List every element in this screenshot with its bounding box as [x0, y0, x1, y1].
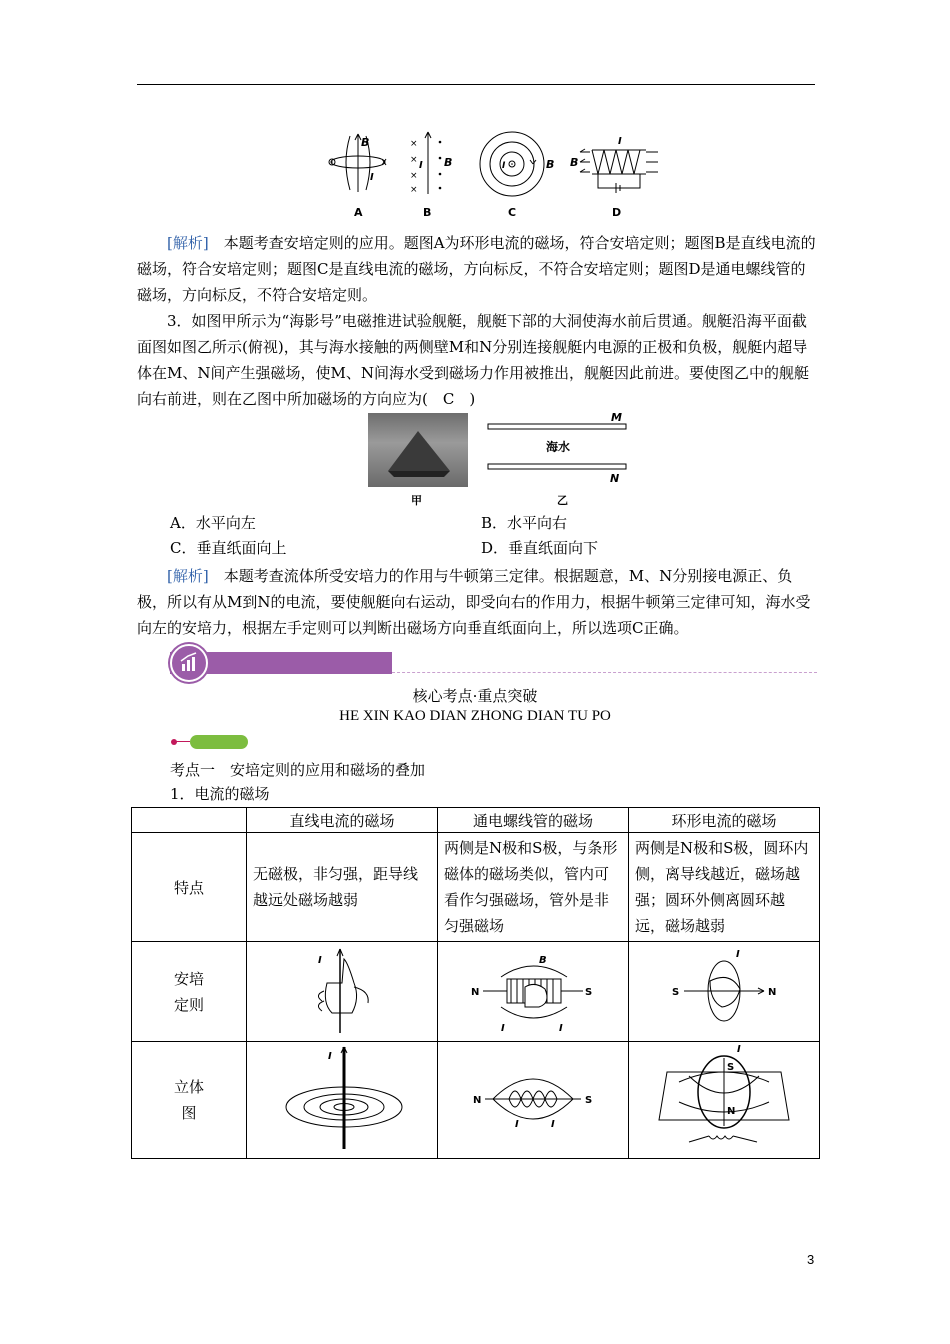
fig-yi-label: 乙: [557, 494, 568, 507]
row-label: 安培 定则: [132, 942, 247, 1042]
analysis-text: 本题考查流体所受安培力的作用与牛顿第三定律。根据题意，M、N分别接电源正、负极，所以有从M到N的电流，要使舰艇向右运动，即受向右的作用力，根据牛顿第三定律可知，海水受向左的安培力，根据左手定则可以判断出磁场方向垂直纸面向上，所以选项C正确。: [137, 567, 811, 637]
option-a: A．水平向左: [170, 514, 256, 532]
row-label: 特点: [132, 833, 247, 942]
fig-jia-label: 甲: [411, 494, 422, 507]
svg-text:S: S: [672, 986, 680, 998]
ship-photo: [368, 413, 468, 487]
svg-text:I: I: [328, 1051, 332, 1062]
q3-stem: 3．如图甲所示为“海影号”电磁推进试验舰艇，舰艇下部的大洞使海水前后贯通。舰艇沿海平面截面图如图乙所示(俯视)，其与海水接触的两侧壁M和N分别连接舰艇内电源的正极和负极，舰艇内超导体在M、N间产生强磁场，使M、N间海水受到磁场力作用被推出，舰艇因此前进。要使图乙中的舰艇向右前进，则在乙图中所加磁场的方向应为( C ): [137, 312, 809, 408]
header-straight: 直线电流的磁场: [247, 808, 438, 833]
analysis-tag: [解析]: [167, 234, 209, 252]
svg-text:N: N: [610, 472, 620, 485]
diagram-b: [410, 132, 452, 195]
section-title: 核心考点·重点突破: [412, 687, 538, 705]
field-diagrams-figure: [320, 128, 670, 224]
diagram-d: [570, 136, 658, 193]
solenoid-3d-icon: [463, 1043, 603, 1153]
right-hand-straight-icon: [282, 943, 402, 1037]
svg-text:N: N: [768, 986, 777, 998]
ring-current-3d-icon: [649, 1042, 799, 1154]
table-row: [132, 942, 820, 1042]
svg-text:I: I: [737, 1044, 741, 1055]
svg-text:I: I: [559, 1022, 563, 1034]
q3-analysis: [137, 563, 817, 641]
bullet-dot: [171, 739, 177, 745]
bullet-line: [176, 741, 190, 742]
diagram-c: [480, 132, 554, 196]
svg-text:B: B: [444, 156, 453, 169]
option-d: D．垂直纸面向下: [481, 539, 599, 557]
analysis-tag: [解析]: [167, 567, 209, 585]
svg-text:B: B: [546, 158, 555, 171]
point-heading: 考点一 安培定则的应用和磁场的叠加: [170, 761, 426, 779]
svg-text:I: I: [370, 172, 374, 183]
svg-text:S: S: [585, 986, 593, 998]
right-hand-solenoid-icon: [463, 943, 603, 1037]
table-header-row: [132, 808, 820, 833]
svg-text:×: ×: [410, 155, 418, 165]
label-d: D: [612, 206, 622, 219]
svg-text:S: S: [727, 1062, 735, 1073]
header-solenoid: 通电螺线管的磁场: [438, 808, 629, 833]
svg-text:S: S: [585, 1095, 593, 1106]
green-pill: [190, 735, 248, 749]
svg-text:B: B: [539, 954, 547, 966]
chart-icon: [170, 644, 208, 682]
svg-text:B: B: [361, 136, 370, 149]
header-empty: [132, 808, 247, 833]
svg-text:M: M: [611, 412, 622, 424]
label-b: B: [423, 206, 432, 219]
header-ring: 环形电流的磁场: [629, 808, 820, 833]
svg-text:I: I: [419, 160, 423, 171]
current-field-table: [131, 807, 820, 1159]
svg-text:海水: 海水: [546, 440, 571, 454]
section-divider: [392, 672, 817, 673]
svg-text:I: I: [551, 1119, 555, 1130]
header-rule: [137, 84, 815, 85]
cell-ring: 两侧是N极和S极，圆环内侧，离导线越近，磁场越强；圆环外侧离圆环越远，磁场越弱: [635, 839, 809, 935]
cross-section-figure: [486, 412, 631, 492]
right-hand-ring-icon: [654, 943, 794, 1037]
svg-text:I: I: [502, 161, 506, 171]
svg-text:B: B: [570, 156, 579, 169]
svg-text:I: I: [618, 136, 622, 147]
label-c: C: [508, 206, 517, 219]
cell-straight: 无磁极，非匀强，距导线越远处磁场越弱: [253, 865, 419, 909]
svg-text:N: N: [473, 1095, 482, 1106]
svg-text:×: ×: [410, 185, 418, 195]
analysis-text: 本题考查安培定则的应用。题图A为环形电流的磁场，符合安培定则；题图B是直线电流的磁场，符合安培定则；题图C是直线电流的磁场，方向标反，不符合安培定则；题图D是通电螺线管的磁场，方向标反，不符合安培定则。: [137, 234, 816, 304]
table-row: [132, 1042, 820, 1159]
diagram-a: [329, 134, 386, 192]
svg-text:I: I: [318, 954, 322, 966]
svg-text:N: N: [471, 986, 480, 998]
option-c: C．垂直纸面向上: [170, 539, 287, 557]
svg-text:I: I: [736, 948, 740, 960]
table-row: [132, 833, 820, 942]
svg-text:N: N: [727, 1106, 736, 1117]
cell-solenoid: 两侧是N极和S极，与条形磁体的磁场类似，管内可看作匀强磁场，管外是非匀强磁场: [444, 839, 618, 935]
svg-text:×: ×: [410, 139, 418, 149]
svg-text:I: I: [515, 1119, 519, 1130]
option-b: B．水平向右: [481, 514, 568, 532]
svg-text:I: I: [501, 1022, 505, 1034]
sub-heading: 1．电流的磁场: [170, 785, 270, 803]
row-label: 立体 图: [132, 1042, 247, 1159]
label-a: A: [354, 206, 363, 219]
page-number: 3: [807, 1252, 815, 1267]
q2-analysis: [137, 230, 817, 308]
svg-text:×: ×: [410, 171, 418, 181]
straight-current-3d-icon: [272, 1043, 412, 1153]
section-pinyin: HE XIN KAO DIAN ZHONG DIAN TU PO: [339, 708, 611, 724]
